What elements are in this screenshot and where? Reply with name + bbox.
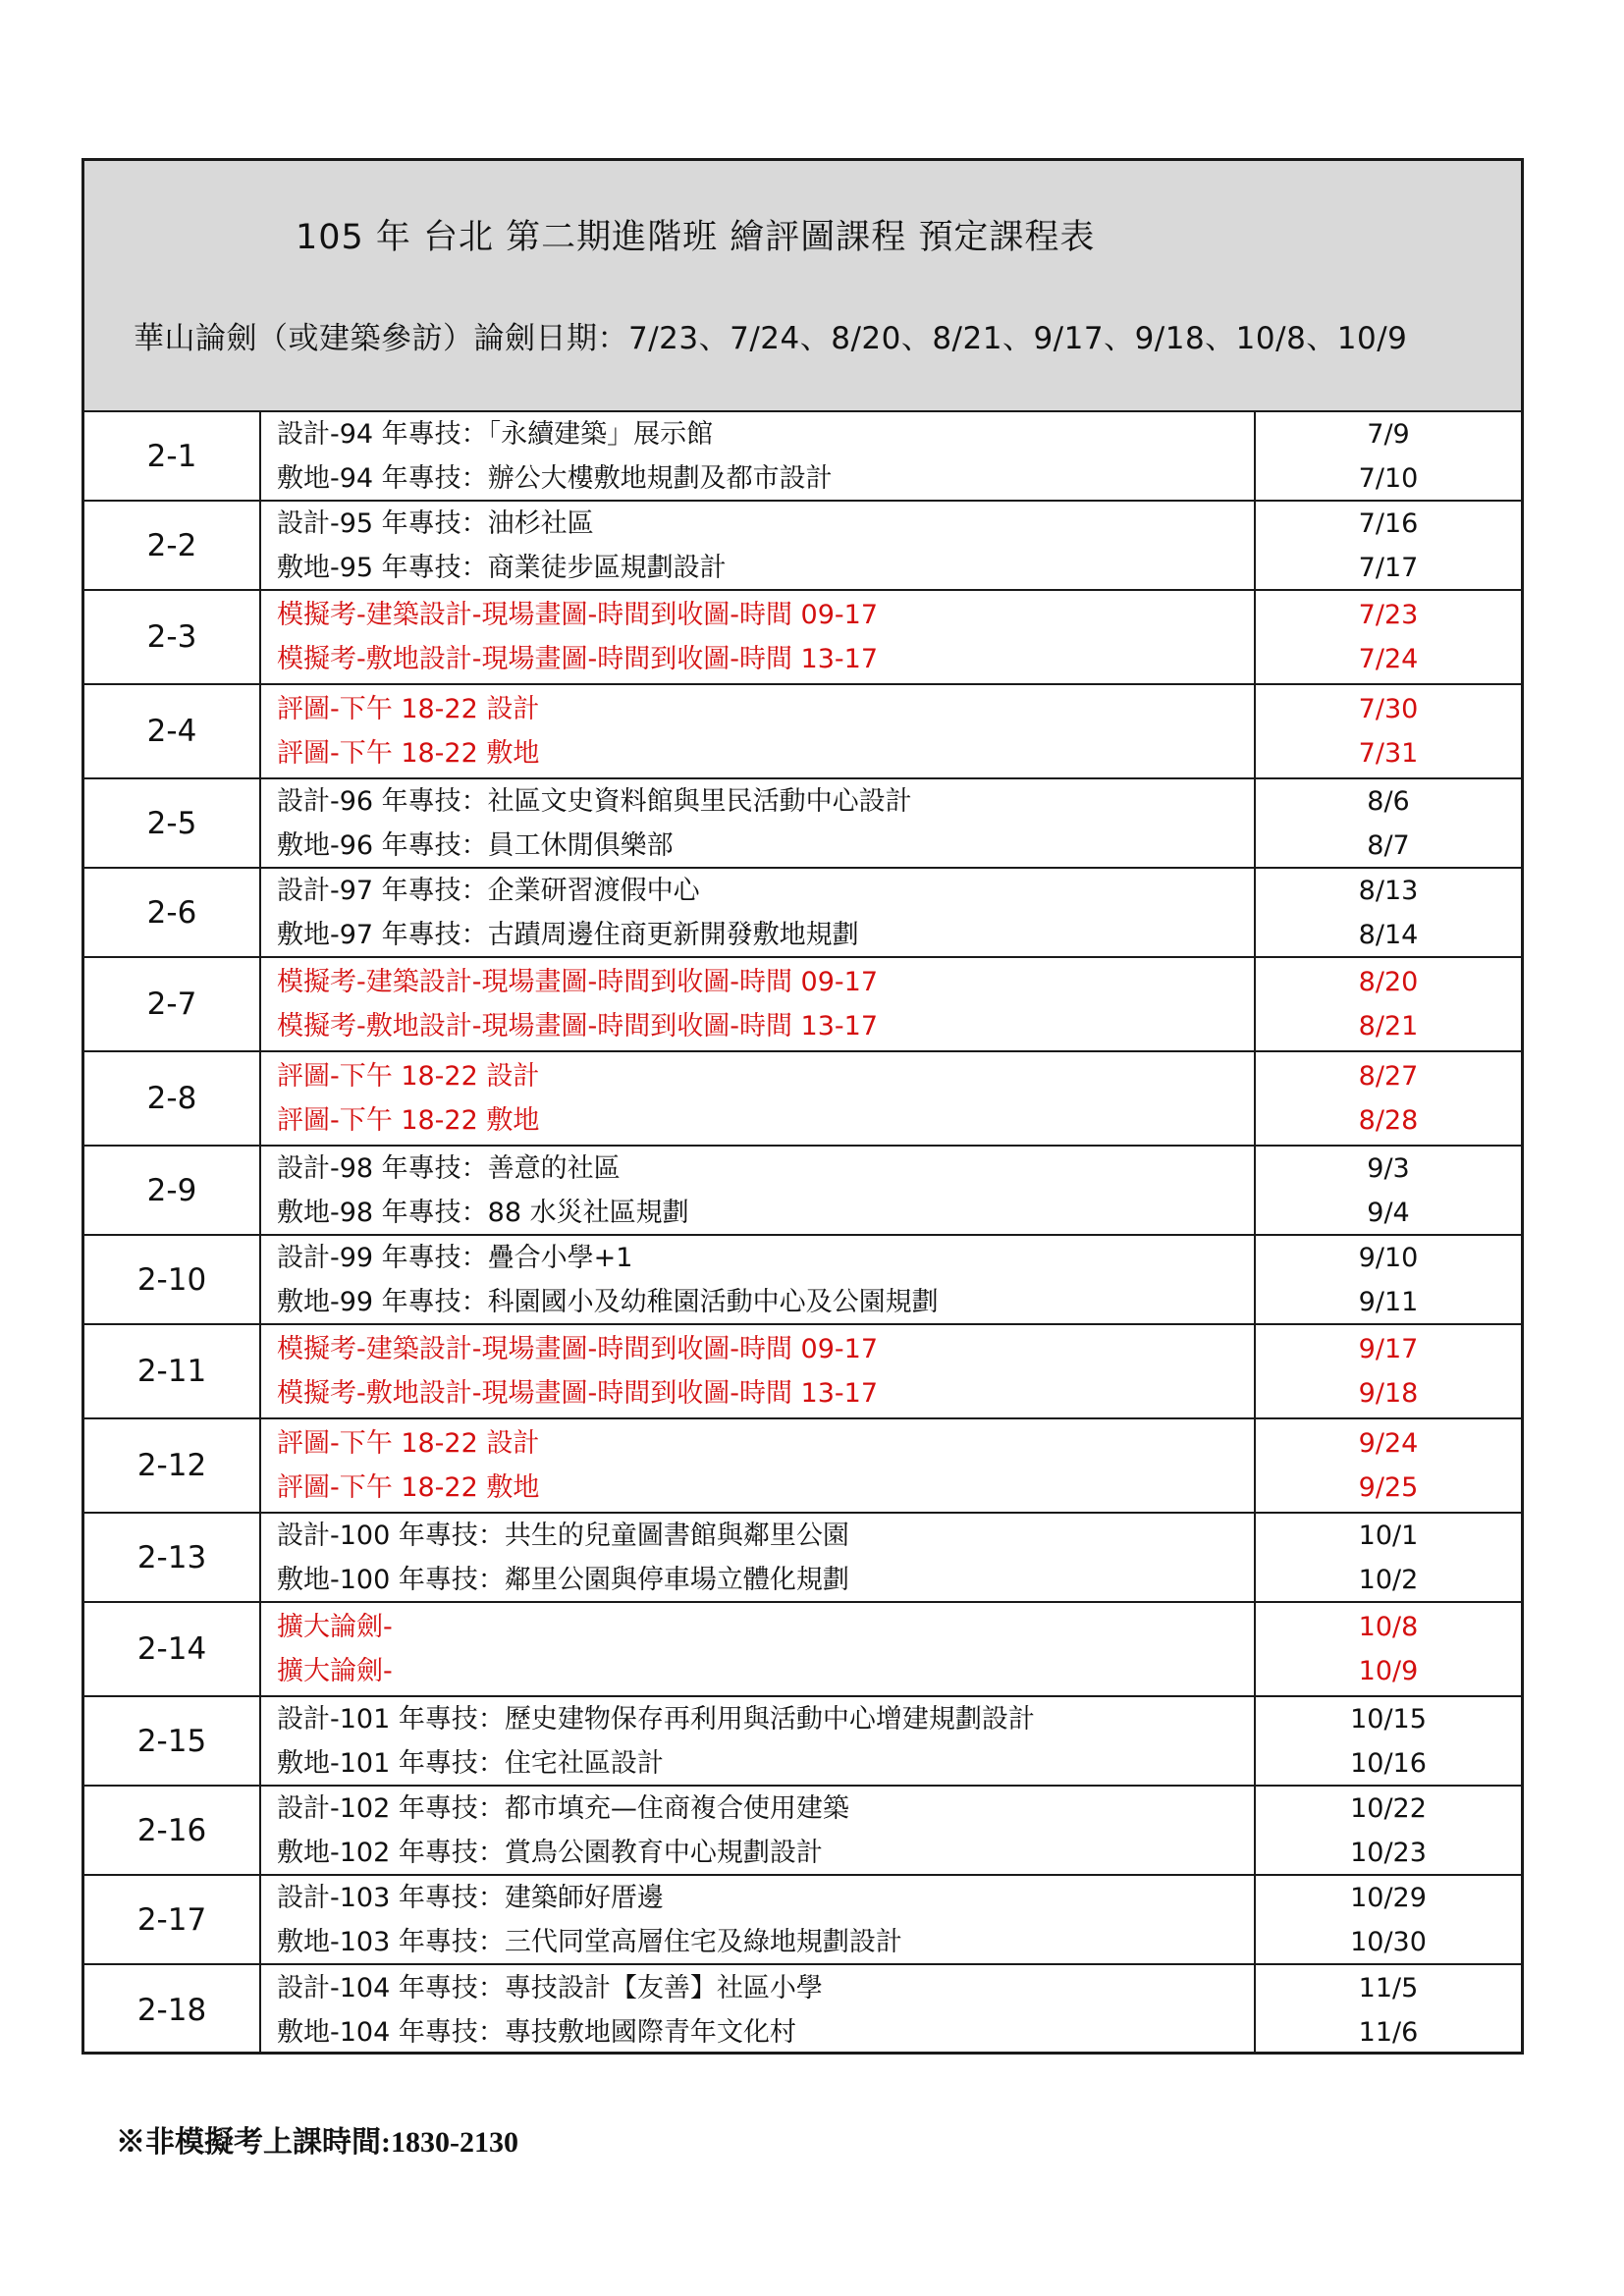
session-topics [261,1697,1256,1785]
session-topic: 敷地-94 年專技：辦公大樓敷地規劃及都市設計 [277,462,833,494]
session-date: 10/8 [1358,1612,1419,1642]
table-header [84,161,1521,412]
session-dates [1256,1325,1521,1417]
schedule-table [81,158,1524,2055]
table-row [84,779,1521,869]
session-date: 8/13 [1358,875,1419,906]
session-topic: 設計-95 年專技：油杉社區 [277,507,594,539]
session-topic: 敷地-96 年專技：員工休閒俱樂部 [277,829,674,861]
table-row [84,1965,1521,2055]
session-topics [261,1147,1256,1234]
table-row [84,1325,1521,1419]
session-topics [261,958,1256,1050]
session-topic: 敷地-98 年專技：88 水災社區規劃 [277,1197,689,1228]
session-date: 10/23 [1350,1837,1427,1868]
session-date: 9/4 [1367,1197,1410,1228]
session-date: 8/6 [1367,785,1410,817]
session-id: 2-16 [84,1787,261,1874]
session-date: 11/5 [1358,1972,1419,2003]
session-id: 2-7 [84,958,261,1050]
session-topic: 評圖-下午 18-22 設計 [277,1061,540,1092]
table-row [84,412,1521,502]
session-dates [1256,1514,1521,1601]
session-id: 2-4 [84,685,261,777]
session-date: 7/23 [1358,600,1419,630]
session-topics [261,869,1256,956]
session-id: 2-3 [84,591,261,683]
session-dates [1256,958,1521,1050]
session-date: 9/25 [1358,1472,1419,1503]
session-topic: 模擬考-敷地設計-現場畫圖-時間到收圖-時間 13-17 [277,1378,879,1409]
session-topic: 敷地-101 年專技：住宅社區設計 [277,1747,664,1779]
session-topic: 設計-100 年專技：共生的兒童圖書館與鄰里公園 [277,1520,849,1551]
session-id: 2-14 [84,1603,261,1695]
table-row [84,1236,1521,1325]
session-id: 2-1 [84,412,261,500]
session-date: 8/7 [1367,829,1410,861]
session-topic: 評圖-下午 18-22 敷地 [277,1105,540,1136]
footnote: ※非模擬考上課時間:1830-2130 [116,2126,518,2159]
session-topic: 評圖-下午 18-22 設計 [277,1428,540,1459]
table-row [84,502,1521,591]
session-topic: 模擬考-敷地設計-現場畫圖-時間到收圖-時間 13-17 [277,1011,879,1041]
session-id: 2-13 [84,1514,261,1601]
session-topics [261,1965,1256,2055]
debate-dates-subtitle: 華山論劍（或建築參訪）論劍日期：7/23、7/24、8/20、8/21、9/17、9/18、10/8、10/9 [134,321,1408,356]
session-id: 2-5 [84,779,261,867]
session-date: 7/31 [1358,738,1419,769]
session-topics [261,412,1256,500]
session-date: 7/16 [1358,507,1419,539]
table-row [84,1787,1521,1876]
session-dates [1256,1603,1521,1695]
session-topic: 敷地-102 年專技：賞鳥公園教育中心規劃設計 [277,1837,823,1868]
session-id: 2-18 [84,1965,261,2055]
session-topics [261,1236,1256,1323]
session-topic: 敷地-100 年專技：鄰里公園與停車場立體化規劃 [277,1564,849,1595]
session-topics [261,1325,1256,1417]
session-topic: 設計-94 年專技：「永續建築」展示館 [277,418,714,450]
table-row [84,591,1521,685]
session-topic: 評圖-下午 18-22 敷地 [277,738,540,769]
table-row [84,958,1521,1052]
session-id: 2-8 [84,1052,261,1145]
session-date: 10/16 [1350,1747,1427,1779]
page-title: 105 年 台北 第二期進階班 繪評圖課程 預定課程表 [296,218,1096,257]
session-dates [1256,685,1521,777]
session-dates [1256,591,1521,683]
session-id: 2-15 [84,1697,261,1785]
session-date: 9/10 [1358,1242,1419,1273]
session-topic: 擴大論劍- [277,1612,393,1642]
session-topics [261,779,1256,867]
session-date: 10/15 [1350,1703,1427,1735]
table-row [84,685,1521,779]
session-id: 2-10 [84,1236,261,1323]
session-date: 9/17 [1358,1334,1419,1364]
session-topics [261,1787,1256,1874]
session-topics [261,591,1256,683]
session-dates [1256,412,1521,500]
table-row [84,1876,1521,1965]
session-dates [1256,779,1521,867]
session-topic: 設計-104 年專技：專技設計【友善】社區小學 [277,1972,823,2003]
session-date: 10/30 [1350,1926,1427,1957]
session-date: 8/20 [1358,967,1419,997]
table-row [84,1697,1521,1787]
session-topic: 設計-102 年專技：都市填充—住商複合使用建築 [277,1792,849,1824]
session-dates [1256,1965,1521,2055]
session-date: 7/9 [1367,418,1410,450]
session-topics [261,1603,1256,1695]
session-dates [1256,1147,1521,1234]
session-topic: 設計-96 年專技：社區文史資料館與里民活動中心設計 [277,785,912,817]
session-topic: 設計-101 年專技：歷史建物保存再利用與活動中心增建規劃設計 [277,1703,1035,1735]
table-row [84,1052,1521,1147]
session-dates [1256,1236,1521,1323]
session-topic: 擴大論劍- [277,1656,393,1686]
table-row [84,1603,1521,1697]
session-id: 2-2 [84,502,261,589]
session-date: 10/9 [1358,1656,1419,1686]
session-date: 9/18 [1358,1378,1419,1409]
session-id: 2-9 [84,1147,261,1234]
session-date: 8/14 [1358,919,1419,950]
session-date: 10/29 [1350,1882,1427,1913]
session-id: 2-12 [84,1419,261,1512]
session-date: 11/6 [1358,2016,1419,2048]
session-topics [261,685,1256,777]
session-topics [261,1419,1256,1512]
session-date: 9/3 [1367,1152,1410,1184]
session-topic: 設計-99 年專技：疊合小學+1 [277,1242,633,1273]
session-id: 2-6 [84,869,261,956]
session-dates [1256,1052,1521,1145]
session-topic: 評圖-下午 18-22 設計 [277,694,540,724]
schedule-rows [84,412,1521,2055]
session-id: 2-11 [84,1325,261,1417]
session-date: 10/2 [1358,1564,1419,1595]
session-topic: 敷地-97 年專技：古蹟周邊住商更新開發敷地規劃 [277,919,859,950]
session-date: 7/24 [1358,644,1419,674]
session-dates [1256,1787,1521,1874]
session-topic: 敷地-104 年專技：專技敷地國際青年文化村 [277,2016,796,2048]
session-date: 7/10 [1358,462,1419,494]
session-topic: 模擬考-建築設計-現場畫圖-時間到收圖-時間 09-17 [277,600,879,630]
session-topic: 模擬考-敷地設計-現場畫圖-時間到收圖-時間 13-17 [277,644,879,674]
session-dates [1256,869,1521,956]
session-topics [261,1876,1256,1963]
session-topic: 模擬考-建築設計-現場畫圖-時間到收圖-時間 09-17 [277,967,879,997]
session-topic: 設計-103 年專技：建築師好厝邊 [277,1882,664,1913]
table-row [84,1514,1521,1603]
table-row [84,1419,1521,1514]
session-date: 10/22 [1350,1792,1427,1824]
table-row [84,1147,1521,1236]
session-date: 8/27 [1358,1061,1419,1092]
session-dates [1256,1419,1521,1512]
session-topic: 敷地-103 年專技：三代同堂高層住宅及綠地規劃設計 [277,1926,902,1957]
session-date: 7/17 [1358,552,1419,583]
session-topics [261,1514,1256,1601]
session-topics [261,502,1256,589]
session-dates [1256,502,1521,589]
session-date: 8/28 [1358,1105,1419,1136]
session-date: 9/24 [1358,1428,1419,1459]
session-topic: 評圖-下午 18-22 敷地 [277,1472,540,1503]
session-topic: 敷地-95 年專技：商業徒步區規劃設計 [277,552,727,583]
table-row [84,869,1521,958]
session-topic: 設計-98 年專技：善意的社區 [277,1152,621,1184]
session-date: 8/21 [1358,1011,1419,1041]
session-id: 2-17 [84,1876,261,1963]
session-topics [261,1052,1256,1145]
session-date: 10/1 [1358,1520,1419,1551]
session-topic: 設計-97 年專技：企業研習渡假中心 [277,875,700,906]
session-dates [1256,1697,1521,1785]
session-date: 9/11 [1358,1286,1419,1317]
session-dates [1256,1876,1521,1963]
session-date: 7/30 [1358,694,1419,724]
session-topic: 敷地-99 年專技：科園國小及幼稚園活動中心及公園規劃 [277,1286,939,1317]
session-topic: 模擬考-建築設計-現場畫圖-時間到收圖-時間 09-17 [277,1334,879,1364]
